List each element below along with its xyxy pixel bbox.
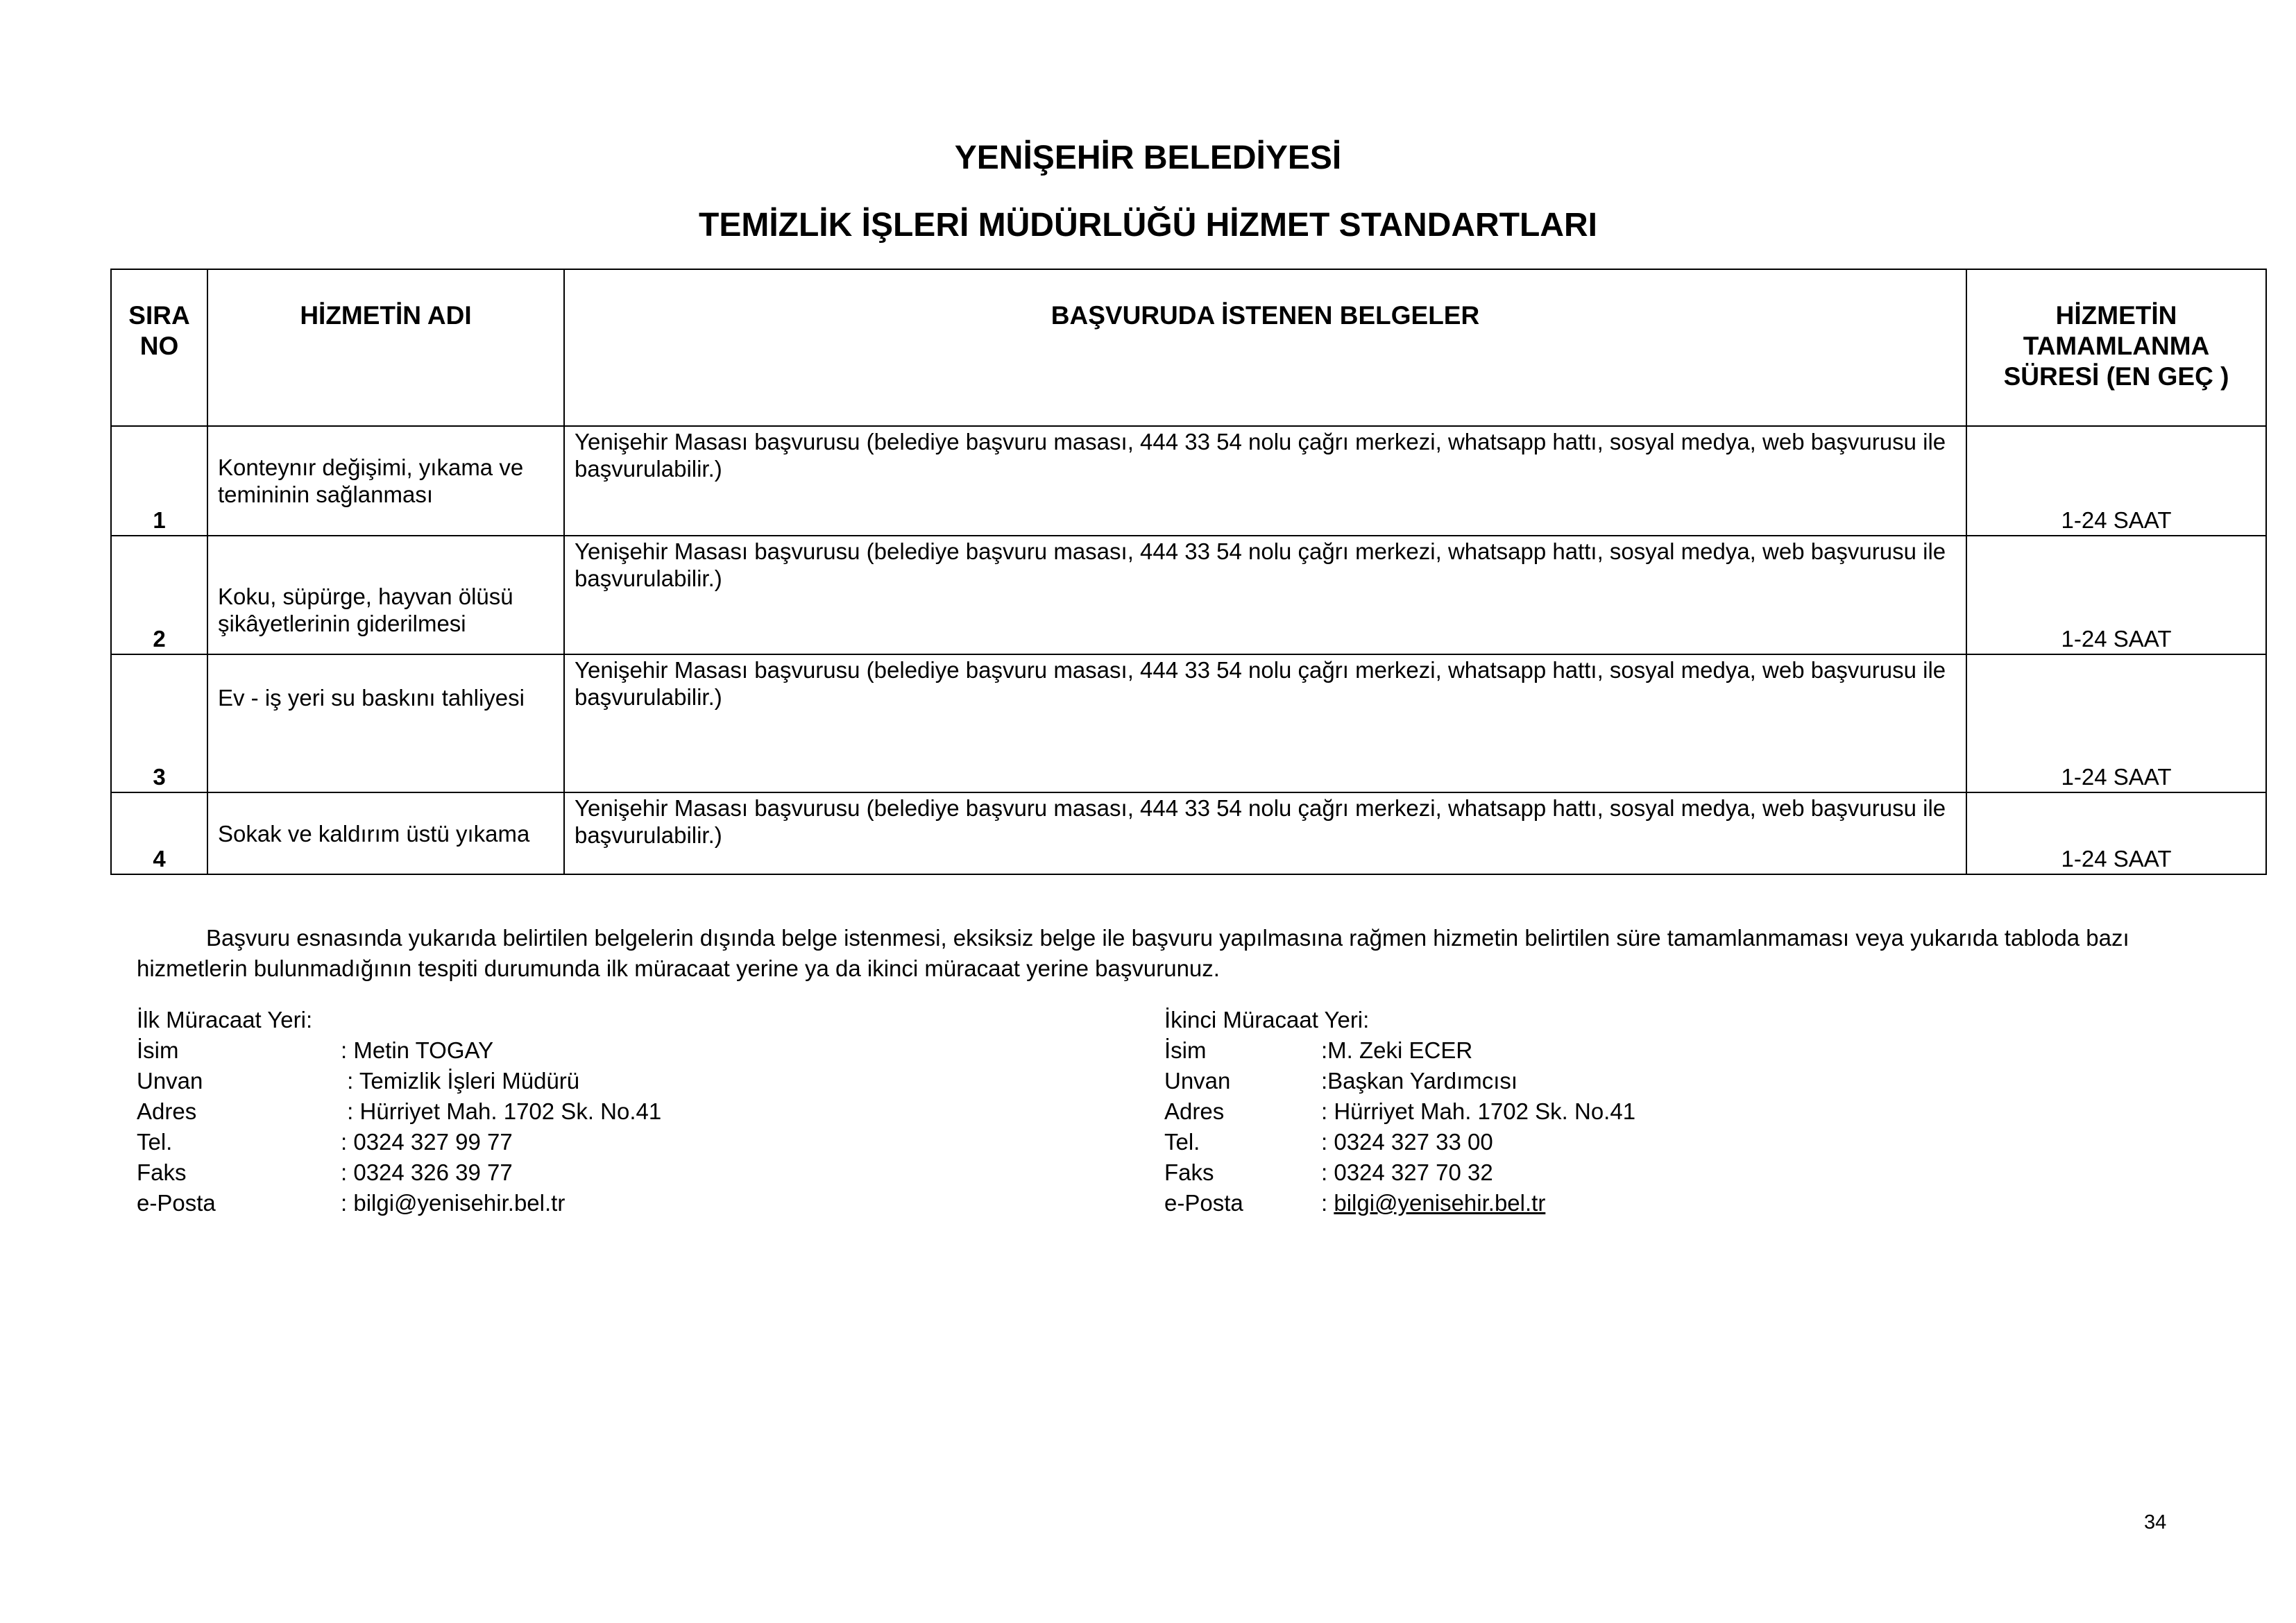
first-contact-title-row bbox=[137, 1066, 661, 1096]
fax-label: Faks bbox=[137, 1159, 187, 1185]
second-contact-title-row bbox=[1164, 1066, 1635, 1096]
fax-value: : 0324 326 39 77 bbox=[341, 1159, 513, 1185]
second-contact-phone-row bbox=[1164, 1127, 1635, 1157]
email-label: e-Posta bbox=[137, 1190, 216, 1216]
second-contact-address-row bbox=[1164, 1096, 1635, 1127]
service-name: Konteynır değişimi, yıkama ve temininin sağlanması bbox=[207, 426, 564, 536]
table-header-row bbox=[111, 269, 2266, 426]
table-row bbox=[111, 792, 2266, 874]
column-header-time-line3: SÜRESİ (EN GEÇ ) bbox=[2003, 362, 2229, 391]
second-contact-heading: İkinci Müracaat Yeri: bbox=[1164, 1007, 1370, 1033]
table-row bbox=[111, 536, 2266, 654]
first-contact-email-row bbox=[137, 1188, 661, 1218]
column-header-service-name: HİZMETİN ADI bbox=[207, 269, 564, 426]
document-title: YENİŞEHİR BELEDİYESİ bbox=[954, 139, 1342, 176]
completion-time: 1-24 SAAT bbox=[1966, 654, 2266, 792]
first-contact-phone-row bbox=[137, 1127, 661, 1157]
address-label: Adres bbox=[1164, 1098, 1225, 1124]
required-documents: Yenişehir Masası başvurusu (belediye başvuru masası, 444 33 54 nolu çağrı merkezi, whatsapp hattı, sosyal medya, web başvurusu ile başvurulabilir.) bbox=[564, 792, 1966, 874]
second-contact-email-row bbox=[1164, 1188, 1635, 1218]
first-contact-block bbox=[137, 1005, 661, 1218]
address-value: : Hürriyet Mah. 1702 Sk. No.41 bbox=[1321, 1098, 1636, 1124]
service-name: Ev - iş yeri su baskını tahliyesi bbox=[207, 654, 564, 792]
page-number: 34 bbox=[2144, 1511, 2167, 1533]
second-contact-name-row bbox=[1164, 1035, 1635, 1066]
column-header-required-documents: BAŞVURUDA İSTENEN BELGELER bbox=[564, 269, 1966, 426]
email-prefix: : bbox=[1321, 1190, 1334, 1216]
column-header-no: NO bbox=[139, 332, 179, 360]
row-number: 3 bbox=[111, 654, 207, 792]
required-documents: Yenişehir Masası başvurusu (belediye başvuru masası, 444 33 54 nolu çağrı merkezi, whatsapp hattı, sosyal medya, web başvurusu ile başvurulabilir.) bbox=[564, 654, 1966, 792]
required-documents: Yenişehir Masası başvurusu (belediye başvuru masası, 444 33 54 nolu çağrı merkezi, whatsapp hattı, sosyal medya, web başvurusu ile başvurulabilir.) bbox=[564, 536, 1966, 654]
completion-time: 1-24 SAAT bbox=[1966, 792, 2266, 874]
address-value: : Hürriyet Mah. 1702 Sk. No.41 bbox=[341, 1098, 662, 1124]
email-value: : bilgi@yenisehir.bel.tr bbox=[341, 1190, 566, 1216]
column-header-time-line2: TAMAMLANMA bbox=[2023, 332, 2210, 360]
application-note: Başvuru esnasında yukarıda belirtilen belgelerin dışında belge istenmesi, eksiksiz belge ile başvuru yapılmasına rağmen hizmetin belirtilen süre tamamlanmaması veya yukarıda tabloda bazı hizmetlerin bulunmadığının tespiti durumunda ilk müracaat yerine ya da ikinci müracaat yerine başvurunuz. bbox=[137, 925, 2129, 981]
row-number: 1 bbox=[111, 426, 207, 536]
first-contact-name-row bbox=[137, 1035, 661, 1066]
service-name: Koku, süpürge, hayvan ölüsü şikâyetlerinin giderilmesi bbox=[207, 536, 564, 654]
column-header-sira: SIRA bbox=[128, 301, 190, 330]
fax-value: : 0324 327 70 32 bbox=[1321, 1159, 1493, 1185]
completion-time: 1-24 SAAT bbox=[1966, 536, 2266, 654]
name-value: : Metin TOGAY bbox=[341, 1037, 494, 1063]
phone-value: : 0324 327 99 77 bbox=[341, 1129, 513, 1155]
required-documents: Yenişehir Masası başvurusu (belediye başvuru masası, 444 33 54 nolu çağrı merkezi, whatsapp hattı, sosyal medya, web başvurusu ile başvurulabilir.) bbox=[564, 426, 1966, 536]
column-header-time-line1: HİZMETİN bbox=[2055, 301, 2177, 330]
table-row bbox=[111, 426, 2266, 536]
row-number: 2 bbox=[111, 536, 207, 654]
address-label: Adres bbox=[137, 1098, 197, 1124]
title-label: Unvan bbox=[137, 1068, 203, 1094]
fax-label: Faks bbox=[1164, 1159, 1214, 1185]
service-name: Sokak ve kaldırım üstü yıkama bbox=[207, 792, 564, 874]
first-contact-address-row bbox=[137, 1096, 661, 1127]
document-subtitle: TEMİZLİK İŞLERİ MÜDÜRLÜĞÜ HİZMET STANDARTLARI bbox=[699, 207, 1597, 244]
email-label: e-Posta bbox=[1164, 1190, 1243, 1216]
title-label: Unvan bbox=[1164, 1068, 1231, 1094]
second-contact-fax-row bbox=[1164, 1157, 1635, 1188]
first-contact-heading: İlk Müracaat Yeri: bbox=[137, 1007, 313, 1033]
name-label: İsim bbox=[1164, 1037, 1207, 1063]
column-header-sira-no bbox=[111, 269, 207, 426]
column-header-completion-time bbox=[1966, 269, 2266, 426]
title-value: :Başkan Yardımcısı bbox=[1321, 1068, 1518, 1094]
email-link[interactable]: bilgi@yenisehir.bel.tr bbox=[1334, 1190, 1546, 1216]
phone-label: Tel. bbox=[1164, 1129, 1200, 1155]
table-row bbox=[111, 654, 2266, 792]
row-number: 4 bbox=[111, 792, 207, 874]
second-contact-block bbox=[1164, 1005, 1635, 1218]
phone-label: Tel. bbox=[137, 1129, 173, 1155]
name-value: :M. Zeki ECER bbox=[1321, 1037, 1473, 1063]
first-contact-fax-row bbox=[137, 1157, 661, 1188]
name-label: İsim bbox=[137, 1037, 179, 1063]
title-value: : Temizlik İşleri Müdürü bbox=[341, 1068, 580, 1094]
service-standards-table bbox=[110, 269, 2267, 875]
phone-value: : 0324 327 33 00 bbox=[1321, 1129, 1493, 1155]
completion-time: 1-24 SAAT bbox=[1966, 426, 2266, 536]
